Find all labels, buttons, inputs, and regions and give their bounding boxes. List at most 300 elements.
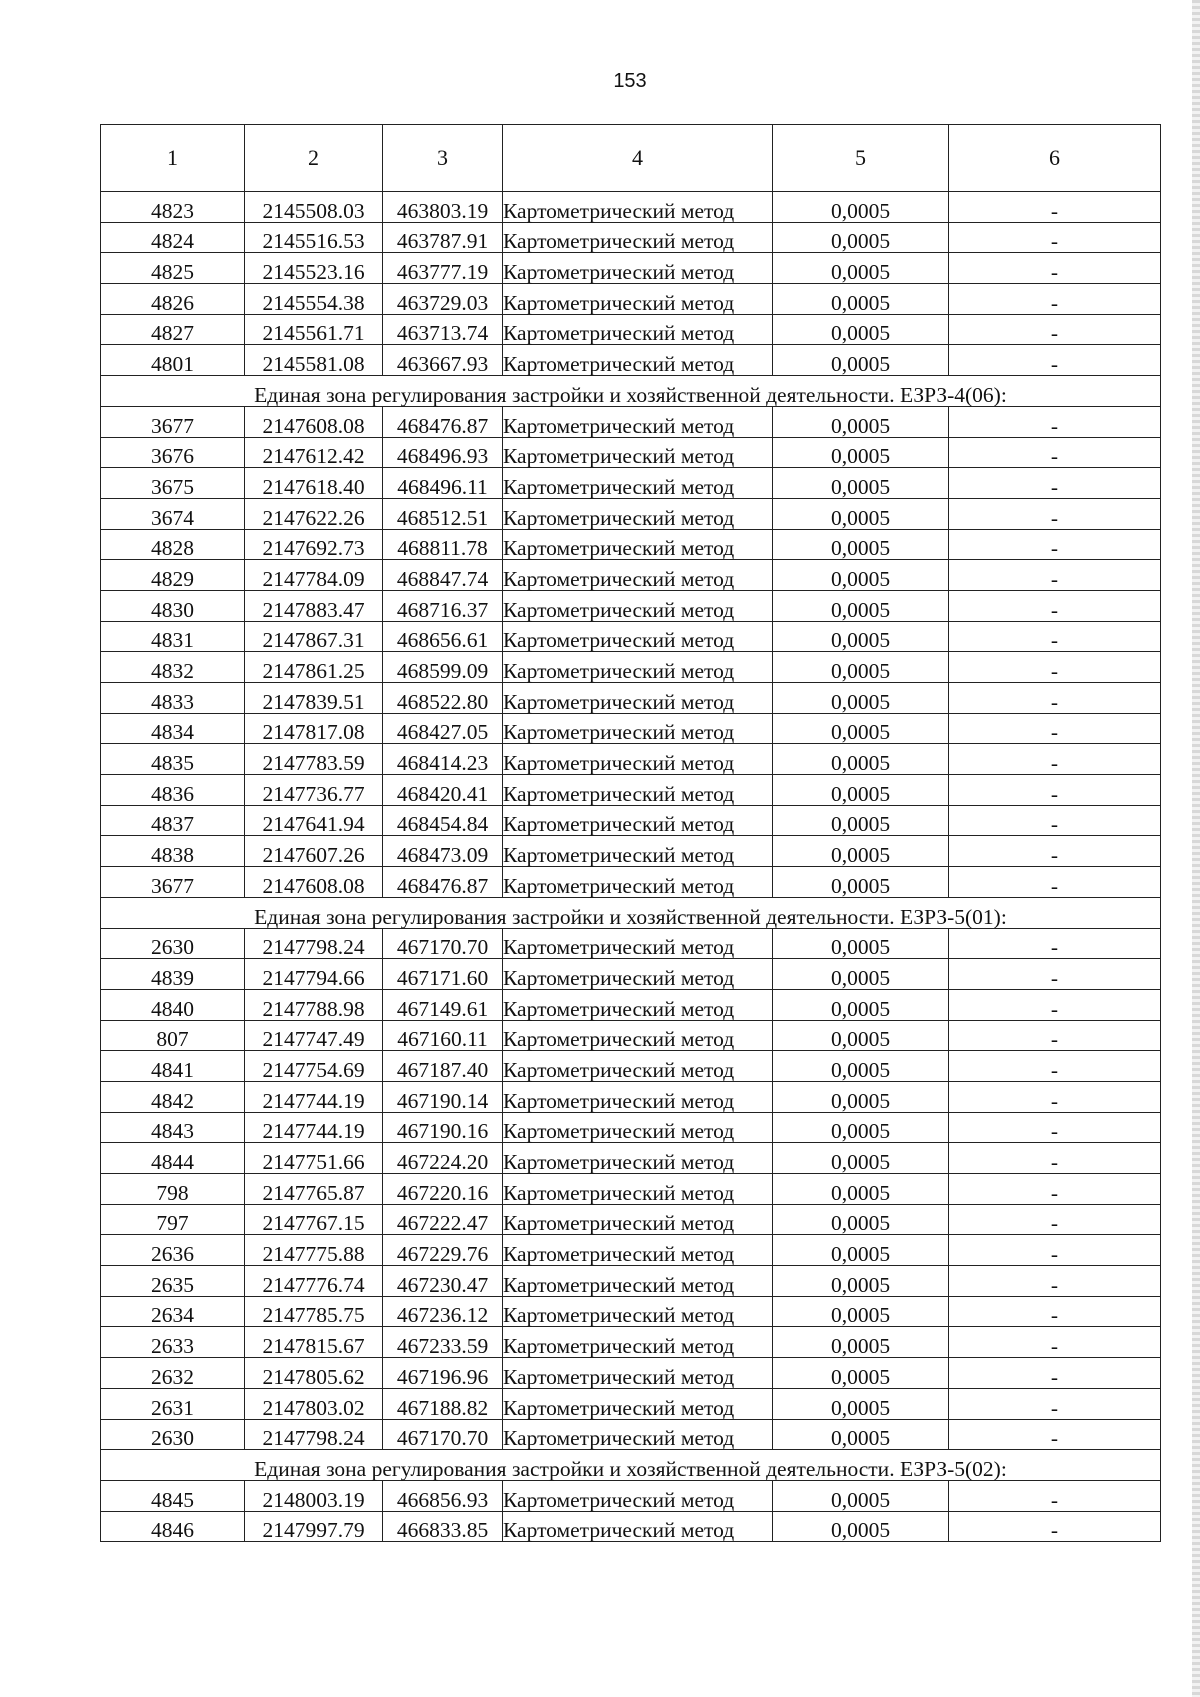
table-row: [101, 1112, 1161, 1143]
table-row: [101, 1388, 1161, 1419]
coord-x-cell: 2145523.16: [245, 253, 383, 284]
point-number-cell: 3675: [101, 468, 245, 499]
table-row: [101, 406, 1161, 437]
coord-x-cell: 2147798.24: [245, 928, 383, 959]
point-number-cell: 3677: [101, 406, 245, 437]
point-number-cell: 4843: [101, 1112, 245, 1143]
note-cell: -: [949, 1020, 1161, 1051]
note-cell: -: [949, 1358, 1161, 1389]
table-row: [101, 836, 1161, 867]
coord-x-cell: 2148003.19: [245, 1480, 383, 1511]
coord-x-cell: 2147692.73: [245, 529, 383, 560]
coord-x-cell: 2147775.88: [245, 1235, 383, 1266]
coord-x-cell: 2147754.69: [245, 1051, 383, 1082]
note-cell: -: [949, 1112, 1161, 1143]
coord-y-cell: 467188.82: [383, 1388, 503, 1419]
accuracy-cell: 0,0005: [773, 621, 949, 652]
accuracy-cell: 0,0005: [773, 1266, 949, 1297]
note-cell: -: [949, 1081, 1161, 1112]
note-cell: -: [949, 928, 1161, 959]
table-row: [101, 1051, 1161, 1082]
point-number-cell: 797: [101, 1204, 245, 1235]
point-number-cell: 807: [101, 1020, 245, 1051]
note-cell: -: [949, 1511, 1161, 1542]
coord-x-cell: 2147803.02: [245, 1388, 383, 1419]
note-cell: -: [949, 1266, 1161, 1297]
point-number-cell: 4846: [101, 1511, 245, 1542]
coord-y-cell: 463777.19: [383, 253, 503, 284]
table-row: [101, 1081, 1161, 1112]
point-number-cell: 4842: [101, 1081, 245, 1112]
accuracy-cell: 0,0005: [773, 989, 949, 1020]
point-number-cell: 4835: [101, 744, 245, 775]
table-row: [101, 529, 1161, 560]
coord-x-cell: 2145561.71: [245, 314, 383, 345]
accuracy-cell: 0,0005: [773, 713, 949, 744]
accuracy-cell: 0,0005: [773, 652, 949, 683]
point-number-cell: 4836: [101, 775, 245, 806]
point-number-cell: 4840: [101, 989, 245, 1020]
method-cell: Картометрический метод: [503, 867, 773, 898]
table-row: [101, 652, 1161, 683]
accuracy-cell: 0,0005: [773, 192, 949, 223]
point-number-cell: 4823: [101, 192, 245, 223]
table-row: [101, 1143, 1161, 1174]
method-cell: Картометрический метод: [503, 1480, 773, 1511]
coord-y-cell: 468427.05: [383, 713, 503, 744]
accuracy-cell: 0,0005: [773, 1480, 949, 1511]
coord-y-cell: 467160.11: [383, 1020, 503, 1051]
coord-y-cell: 467170.70: [383, 928, 503, 959]
accuracy-cell: 0,0005: [773, 1081, 949, 1112]
accuracy-cell: 0,0005: [773, 1419, 949, 1450]
method-cell: Картометрический метод: [503, 1358, 773, 1389]
point-number-cell: 798: [101, 1174, 245, 1205]
method-cell: Картометрический метод: [503, 1174, 773, 1205]
method-cell: Картометрический метод: [503, 468, 773, 499]
coord-x-cell: 2145554.38: [245, 284, 383, 315]
accuracy-cell: 0,0005: [773, 1235, 949, 1266]
accuracy-cell: 0,0005: [773, 468, 949, 499]
accuracy-cell: 0,0005: [773, 222, 949, 253]
accuracy-cell: 0,0005: [773, 1174, 949, 1205]
accuracy-cell: 0,0005: [773, 590, 949, 621]
coord-y-cell: 468716.37: [383, 590, 503, 621]
point-number-cell: 4825: [101, 253, 245, 284]
note-cell: -: [949, 1480, 1161, 1511]
method-cell: Картометрический метод: [503, 805, 773, 836]
accuracy-cell: 0,0005: [773, 284, 949, 315]
method-cell: Картометрический метод: [503, 1235, 773, 1266]
point-number-cell: 4828: [101, 529, 245, 560]
coord-y-cell: 467187.40: [383, 1051, 503, 1082]
method-cell: Картометрический метод: [503, 284, 773, 315]
note-cell: -: [949, 1327, 1161, 1358]
header-col-2: 2: [245, 125, 383, 192]
accuracy-cell: 0,0005: [773, 345, 949, 376]
accuracy-cell: 0,0005: [773, 1388, 949, 1419]
table-row: [101, 1204, 1161, 1235]
scan-edge: [1192, 0, 1200, 1697]
table-row: [101, 1358, 1161, 1389]
point-number-cell: 3676: [101, 437, 245, 468]
coord-y-cell: 468476.87: [383, 406, 503, 437]
note-cell: -: [949, 989, 1161, 1020]
coord-x-cell: 2147751.66: [245, 1143, 383, 1174]
coord-x-cell: 2147612.42: [245, 437, 383, 468]
coord-y-cell: 467224.20: [383, 1143, 503, 1174]
note-cell: -: [949, 867, 1161, 898]
table-row: [101, 805, 1161, 836]
point-number-cell: 4833: [101, 683, 245, 714]
coord-y-cell: 467230.47: [383, 1266, 503, 1297]
point-number-cell: 4801: [101, 345, 245, 376]
accuracy-cell: 0,0005: [773, 744, 949, 775]
point-number-cell: 4829: [101, 560, 245, 591]
point-number-cell: 4838: [101, 836, 245, 867]
method-cell: Картометрический метод: [503, 253, 773, 284]
table-row: [101, 1419, 1161, 1450]
point-number-cell: 4826: [101, 284, 245, 315]
coord-y-cell: 467190.14: [383, 1081, 503, 1112]
coord-x-cell: 2147784.09: [245, 560, 383, 591]
method-cell: Картометрический метод: [503, 1143, 773, 1174]
point-number-cell: 3674: [101, 498, 245, 529]
coord-x-cell: 2147618.40: [245, 468, 383, 499]
coord-x-cell: 2147608.08: [245, 406, 383, 437]
header-col-4: 4: [503, 125, 773, 192]
note-cell: -: [949, 284, 1161, 315]
note-cell: -: [949, 652, 1161, 683]
point-number-cell: 4841: [101, 1051, 245, 1082]
point-number-cell: 4830: [101, 590, 245, 621]
coord-y-cell: 468656.61: [383, 621, 503, 652]
coord-y-cell: 467220.16: [383, 1174, 503, 1205]
method-cell: Картометрический метод: [503, 560, 773, 591]
coord-y-cell: 463787.91: [383, 222, 503, 253]
table-row: [101, 345, 1161, 376]
method-cell: Картометрический метод: [503, 498, 773, 529]
table-row: [101, 222, 1161, 253]
coord-x-cell: 2147744.19: [245, 1081, 383, 1112]
method-cell: Картометрический метод: [503, 1081, 773, 1112]
method-cell: Картометрический метод: [503, 683, 773, 714]
method-cell: Картометрический метод: [503, 775, 773, 806]
coord-y-cell: 467236.12: [383, 1296, 503, 1327]
method-cell: Картометрический метод: [503, 1388, 773, 1419]
method-cell: Картометрический метод: [503, 1419, 773, 1450]
table-row: [101, 253, 1161, 284]
header-col-6: 6: [949, 125, 1161, 192]
method-cell: Картометрический метод: [503, 1511, 773, 1542]
accuracy-cell: 0,0005: [773, 1358, 949, 1389]
note-cell: -: [949, 590, 1161, 621]
table-row: [101, 1296, 1161, 1327]
table-row: [101, 437, 1161, 468]
coord-y-cell: 468512.51: [383, 498, 503, 529]
point-number-cell: 2630: [101, 1419, 245, 1450]
note-cell: -: [949, 253, 1161, 284]
section-heading: Единая зона регулирования застройки и хозяйственной деятельности. ЕЗРЗ-5(02):: [101, 1450, 1161, 1481]
note-cell: -: [949, 406, 1161, 437]
note-cell: -: [949, 468, 1161, 499]
point-number-cell: 4839: [101, 959, 245, 990]
method-cell: Картометрический метод: [503, 744, 773, 775]
coord-x-cell: 2147867.31: [245, 621, 383, 652]
note-cell: -: [949, 683, 1161, 714]
point-number-cell: 2631: [101, 1388, 245, 1419]
coord-x-cell: 2147861.25: [245, 652, 383, 683]
method-cell: Картометрический метод: [503, 1204, 773, 1235]
coord-y-cell: 467170.70: [383, 1419, 503, 1450]
note-cell: -: [949, 314, 1161, 345]
table-row: [101, 744, 1161, 775]
note-cell: -: [949, 1143, 1161, 1174]
coord-x-cell: 2147747.49: [245, 1020, 383, 1051]
note-cell: -: [949, 222, 1161, 253]
coord-y-cell: 466856.93: [383, 1480, 503, 1511]
method-cell: Картометрический метод: [503, 437, 773, 468]
accuracy-cell: 0,0005: [773, 406, 949, 437]
table-row: [101, 621, 1161, 652]
table-row: [101, 867, 1161, 898]
method-cell: Картометрический метод: [503, 1020, 773, 1051]
method-cell: Картометрический метод: [503, 1266, 773, 1297]
table-row: [101, 560, 1161, 591]
point-number-cell: 2633: [101, 1327, 245, 1358]
coord-y-cell: 463713.74: [383, 314, 503, 345]
point-number-cell: 2636: [101, 1235, 245, 1266]
table-row: [101, 1480, 1161, 1511]
coord-y-cell: 468811.78: [383, 529, 503, 560]
method-cell: Картометрический метод: [503, 1296, 773, 1327]
coord-y-cell: 468420.41: [383, 775, 503, 806]
coord-y-cell: 467222.47: [383, 1204, 503, 1235]
note-cell: -: [949, 744, 1161, 775]
point-number-cell: 4837: [101, 805, 245, 836]
method-cell: Картометрический метод: [503, 314, 773, 345]
note-cell: -: [949, 621, 1161, 652]
coord-y-cell: 468476.87: [383, 867, 503, 898]
method-cell: Картометрический метод: [503, 713, 773, 744]
accuracy-cell: 0,0005: [773, 437, 949, 468]
point-number-cell: 3677: [101, 867, 245, 898]
section-heading-row: [101, 1450, 1161, 1481]
coord-y-cell: 463729.03: [383, 284, 503, 315]
note-cell: -: [949, 192, 1161, 223]
note-cell: -: [949, 1174, 1161, 1205]
coord-x-cell: 2147815.67: [245, 1327, 383, 1358]
table-row: [101, 1327, 1161, 1358]
table-row: [101, 683, 1161, 714]
note-cell: -: [949, 1051, 1161, 1082]
point-number-cell: 4845: [101, 1480, 245, 1511]
coord-y-cell: 468496.93: [383, 437, 503, 468]
coord-x-cell: 2147883.47: [245, 590, 383, 621]
accuracy-cell: 0,0005: [773, 1020, 949, 1051]
section-heading: Единая зона регулирования застройки и хозяйственной деятельности. ЕЗРЗ-4(06):: [101, 376, 1161, 407]
note-cell: -: [949, 1388, 1161, 1419]
table-row: [101, 1511, 1161, 1542]
section-heading: Единая зона регулирования застройки и хозяйственной деятельности. ЕЗРЗ-5(01):: [101, 897, 1161, 928]
coord-y-cell: 463667.93: [383, 345, 503, 376]
method-cell: Картометрический метод: [503, 652, 773, 683]
coord-x-cell: 2145516.53: [245, 222, 383, 253]
table-row: [101, 1266, 1161, 1297]
method-cell: Картометрический метод: [503, 959, 773, 990]
method-cell: Картометрический метод: [503, 1051, 773, 1082]
point-number-cell: 4827: [101, 314, 245, 345]
page-number: 153: [613, 70, 647, 92]
coord-y-cell: 468454.84: [383, 805, 503, 836]
coord-y-cell: 468847.74: [383, 560, 503, 591]
point-number-cell: 2635: [101, 1266, 245, 1297]
coord-x-cell: 2147794.66: [245, 959, 383, 990]
accuracy-cell: 0,0005: [773, 529, 949, 560]
note-cell: -: [949, 1296, 1161, 1327]
coord-x-cell: 2147839.51: [245, 683, 383, 714]
method-cell: Картометрический метод: [503, 928, 773, 959]
table-row: [101, 284, 1161, 315]
coord-y-cell: 467171.60: [383, 959, 503, 990]
method-cell: Картометрический метод: [503, 222, 773, 253]
coord-y-cell: 468522.80: [383, 683, 503, 714]
table-row: [101, 1235, 1161, 1266]
coord-y-cell: 467196.96: [383, 1358, 503, 1389]
point-number-cell: 4834: [101, 713, 245, 744]
accuracy-cell: 0,0005: [773, 314, 949, 345]
coord-x-cell: 2147767.15: [245, 1204, 383, 1235]
table-row: [101, 468, 1161, 499]
method-cell: Картометрический метод: [503, 345, 773, 376]
section-heading-row: [101, 897, 1161, 928]
coord-x-cell: 2147608.08: [245, 867, 383, 898]
accuracy-cell: 0,0005: [773, 1296, 949, 1327]
coord-y-cell: 468473.09: [383, 836, 503, 867]
note-cell: -: [949, 775, 1161, 806]
accuracy-cell: 0,0005: [773, 928, 949, 959]
note-cell: -: [949, 1419, 1161, 1450]
note-cell: -: [949, 437, 1161, 468]
accuracy-cell: 0,0005: [773, 1511, 949, 1542]
coord-x-cell: 2147997.79: [245, 1511, 383, 1542]
note-cell: -: [949, 1204, 1161, 1235]
table-row: [101, 1020, 1161, 1051]
method-cell: Картометрический метод: [503, 989, 773, 1020]
point-number-cell: 2634: [101, 1296, 245, 1327]
method-cell: Картометрический метод: [503, 192, 773, 223]
coord-x-cell: 2147788.98: [245, 989, 383, 1020]
note-cell: -: [949, 345, 1161, 376]
point-number-cell: 4844: [101, 1143, 245, 1174]
method-cell: Картометрический метод: [503, 590, 773, 621]
note-cell: -: [949, 959, 1161, 990]
point-number-cell: 4824: [101, 222, 245, 253]
method-cell: Картометрический метод: [503, 406, 773, 437]
coord-x-cell: 2147785.75: [245, 1296, 383, 1327]
coord-y-cell: 468414.23: [383, 744, 503, 775]
note-cell: -: [949, 498, 1161, 529]
accuracy-cell: 0,0005: [773, 1204, 949, 1235]
note-cell: -: [949, 805, 1161, 836]
note-cell: -: [949, 1235, 1161, 1266]
coord-y-cell: 467233.59: [383, 1327, 503, 1358]
coord-y-cell: 463803.19: [383, 192, 503, 223]
point-number-cell: 2632: [101, 1358, 245, 1389]
note-cell: -: [949, 836, 1161, 867]
table-row: [101, 775, 1161, 806]
coord-y-cell: 467229.76: [383, 1235, 503, 1266]
section-heading-row: [101, 376, 1161, 407]
table-header-row: [101, 125, 1161, 192]
table-row: [101, 713, 1161, 744]
note-cell: -: [949, 529, 1161, 560]
table-row: [101, 989, 1161, 1020]
coord-x-cell: 2147783.59: [245, 744, 383, 775]
accuracy-cell: 0,0005: [773, 1143, 949, 1174]
accuracy-cell: 0,0005: [773, 560, 949, 591]
coord-x-cell: 2147798.24: [245, 1419, 383, 1450]
accuracy-cell: 0,0005: [773, 775, 949, 806]
coord-y-cell: 466833.85: [383, 1511, 503, 1542]
table-row: [101, 314, 1161, 345]
method-cell: Картометрический метод: [503, 1112, 773, 1143]
coord-x-cell: 2147765.87: [245, 1174, 383, 1205]
coord-x-cell: 2147817.08: [245, 713, 383, 744]
accuracy-cell: 0,0005: [773, 836, 949, 867]
coord-y-cell: 468599.09: [383, 652, 503, 683]
table-row: [101, 590, 1161, 621]
accuracy-cell: 0,0005: [773, 1327, 949, 1358]
accuracy-cell: 0,0005: [773, 1112, 949, 1143]
coord-x-cell: 2147736.77: [245, 775, 383, 806]
accuracy-cell: 0,0005: [773, 498, 949, 529]
coord-y-cell: 467149.61: [383, 989, 503, 1020]
method-cell: Картометрический метод: [503, 836, 773, 867]
header-col-1: 1: [101, 125, 245, 192]
table-body: [101, 192, 1161, 1542]
coord-x-cell: 2147622.26: [245, 498, 383, 529]
coord-y-cell: 467190.16: [383, 1112, 503, 1143]
coord-x-cell: 2147744.19: [245, 1112, 383, 1143]
table-row: [101, 959, 1161, 990]
accuracy-cell: 0,0005: [773, 805, 949, 836]
method-cell: Картометрический метод: [503, 621, 773, 652]
accuracy-cell: 0,0005: [773, 959, 949, 990]
coord-y-cell: 468496.11: [383, 468, 503, 499]
accuracy-cell: 0,0005: [773, 683, 949, 714]
coord-x-cell: 2147805.62: [245, 1358, 383, 1389]
coord-x-cell: 2147776.74: [245, 1266, 383, 1297]
accuracy-cell: 0,0005: [773, 867, 949, 898]
accuracy-cell: 0,0005: [773, 1051, 949, 1082]
method-cell: Картометрический метод: [503, 529, 773, 560]
coord-x-cell: 2147607.26: [245, 836, 383, 867]
coordinates-table: [100, 124, 1161, 1542]
point-number-cell: 4832: [101, 652, 245, 683]
header-col-3: 3: [383, 125, 503, 192]
table-row: [101, 928, 1161, 959]
table-row: [101, 498, 1161, 529]
accuracy-cell: 0,0005: [773, 253, 949, 284]
table-row: [101, 192, 1161, 223]
point-number-cell: 4831: [101, 621, 245, 652]
point-number-cell: 2630: [101, 928, 245, 959]
coord-x-cell: 2145508.03: [245, 192, 383, 223]
note-cell: -: [949, 713, 1161, 744]
coord-x-cell: 2147641.94: [245, 805, 383, 836]
table-row: [101, 1174, 1161, 1205]
